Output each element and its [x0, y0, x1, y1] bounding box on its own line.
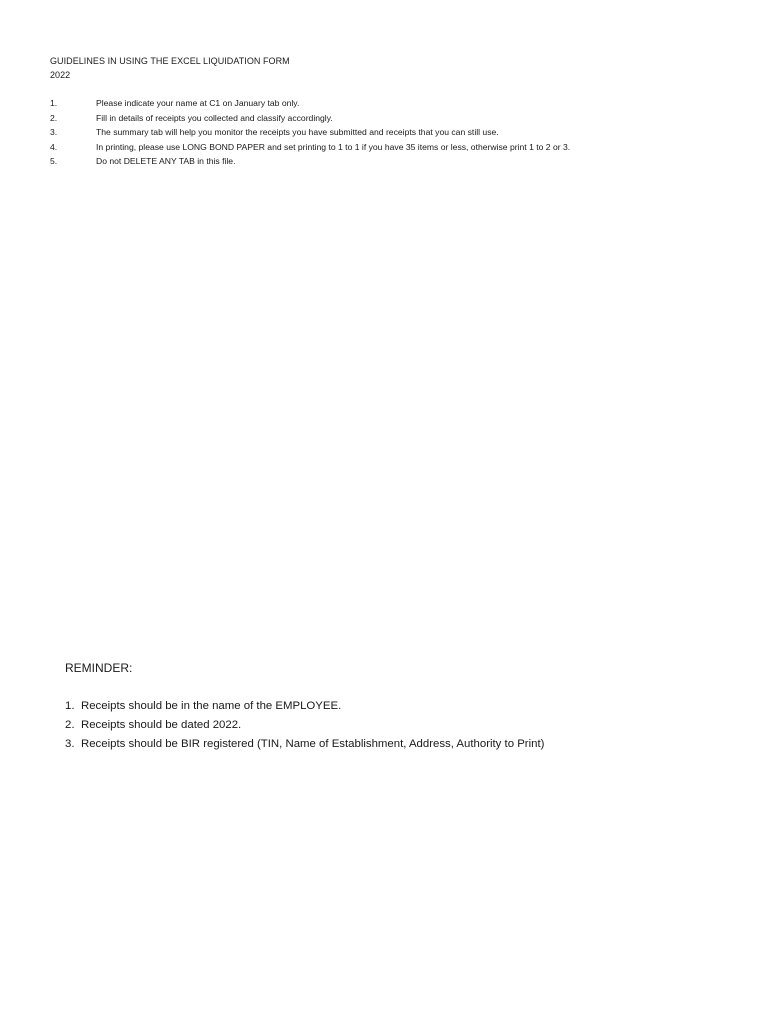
document-header	[50, 54, 290, 82]
guideline-item	[50, 154, 750, 169]
reminder-number: 2.	[65, 719, 75, 731]
reminder-number: 3.	[65, 738, 75, 750]
guideline-number: 3.	[50, 127, 58, 138]
guideline-number: 5.	[50, 156, 58, 167]
guideline-text: Fill in details of receipts you collected and classify accordingly.	[96, 112, 333, 123]
reminder-text: Receipts should be dated 2022.	[81, 719, 242, 731]
guideline-item	[50, 140, 750, 155]
guideline-number: 4.	[50, 141, 58, 152]
reminder-item	[65, 735, 755, 754]
reminder-item	[65, 697, 755, 716]
guideline-text: Do not DELETE ANY TAB in this file.	[96, 156, 236, 167]
reminder-text: Receipts should be BIR registered (TIN, Name of Establishment, Address, Authority to Print)	[81, 738, 545, 750]
guideline-text: The summary tab will help you monitor the receipts you have submitted and receipts that you can still use.	[96, 127, 499, 138]
reminder-item	[65, 716, 755, 735]
guideline-number: 2.	[50, 112, 58, 123]
reminder-section	[65, 660, 755, 754]
guideline-item	[50, 125, 750, 140]
reminder-number: 1.	[65, 700, 75, 712]
reminder-list	[65, 697, 755, 754]
reminder-title: REMINDER:	[65, 661, 133, 675]
document-title: GUIDELINES IN USING THE EXCEL LIQUIDATION FORM	[50, 56, 290, 66]
guidelines-list	[50, 96, 750, 169]
document-year: 2022	[50, 70, 71, 80]
guideline-number: 1.	[50, 98, 58, 108]
reminder-text: Receipts should be in the name of the EMPLOYEE.	[81, 700, 342, 712]
guideline-item	[50, 111, 750, 126]
guideline-text: In printing, please use LONG BOND PAPER and set printing to 1 to 1 if you have 35 items or less, otherwise print 1 to 2 or 3.	[96, 141, 571, 152]
guideline-text: Please indicate your name at C1 on January tab only.	[96, 98, 300, 108]
guideline-item	[50, 96, 750, 111]
